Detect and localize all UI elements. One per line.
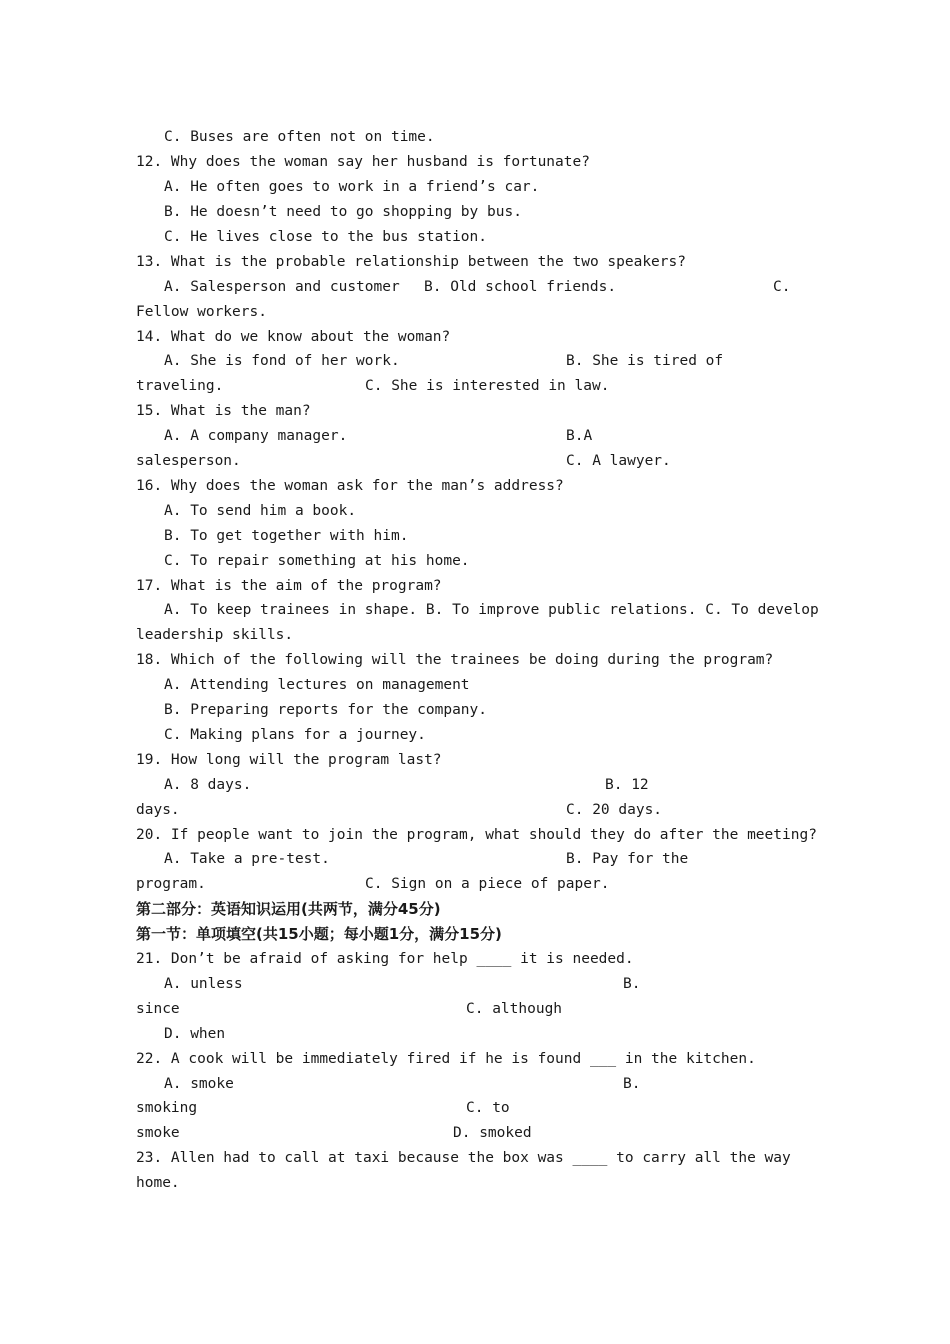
- q22-wrap-line-1: [0, 1096, 510, 1120]
- q14-stem-line: [0, 325, 451, 349]
- q15-wrap-line: [0, 449, 671, 473]
- q15-option-c: C. A lawyer.: [566, 453, 671, 469]
- q17-wrap-line: [0, 623, 294, 647]
- q15-stem-line: [0, 399, 311, 423]
- q14-option-b-tail: traveling.: [136, 378, 224, 394]
- q16-b-line: [0, 524, 409, 548]
- q14-stem: 14. What do we know about the woman?: [136, 329, 451, 345]
- q18-option-b: B. Preparing reports for the company.: [164, 702, 488, 718]
- q15-stem: 15. What is the man?: [136, 403, 311, 419]
- q19-stem-line: [0, 748, 442, 772]
- q14-option-c: C. She is interested in law.: [365, 378, 610, 394]
- q18-c-line: [0, 723, 426, 747]
- q23-wrap-line: [0, 1171, 180, 1195]
- q12-option-c: C. He lives close to the bus station.: [164, 229, 488, 245]
- q22-stem-line: [0, 1047, 756, 1071]
- q19-option-b-head: B. 12: [605, 777, 649, 793]
- q19-option-b-tail: days.: [136, 802, 180, 818]
- q19-option-a: A. 8 days.: [164, 777, 252, 793]
- q23-stem-line: [0, 1146, 791, 1170]
- q20-stem-line: [0, 823, 817, 847]
- q17-stem: 17. What is the aim of the program?: [136, 578, 442, 594]
- q12-stem: 12. Why does the woman say her husband is fortunate?: [136, 154, 590, 170]
- q22-option-b-tail: smoking: [136, 1100, 198, 1116]
- q12-option-b: B. He doesn’t need to go shopping by bus.: [164, 204, 522, 220]
- q17-options-line: [0, 598, 819, 622]
- q20-option-c: C. Sign on a piece of paper.: [365, 876, 610, 892]
- q20-wrap-line: [0, 872, 610, 896]
- q16-option-b: B. To get together with him.: [164, 528, 409, 544]
- q21-option-c: C. although: [466, 1001, 563, 1017]
- section-title: 第二部分：英语知识运用(共两节，满分45分): [136, 900, 441, 918]
- q14-option-b-head: B. She is tired of: [566, 353, 724, 369]
- q20-option-b-tail: program.: [136, 876, 206, 892]
- q22-wrap-line-2: [0, 1121, 532, 1145]
- q22-option-a: A. smoke: [164, 1076, 234, 1092]
- q19-options-line: [0, 773, 649, 797]
- q13-option-a: A. Salesperson and customer: [164, 279, 400, 295]
- q16-option-a: A. To send him a book.: [164, 503, 357, 519]
- q18-a-line: [0, 673, 470, 697]
- q18-option-a: A. Attending lectures on management: [164, 677, 470, 693]
- q14-wrap-line: [0, 374, 610, 398]
- q13-wrap-line: [0, 300, 267, 324]
- subsection-heading-line: [0, 922, 502, 946]
- q22-option-b-head: B.: [623, 1076, 641, 1092]
- q13-stem: 13. What is the probable relationship between the two speakers?: [136, 254, 686, 270]
- q14-option-a: A. She is fond of her work.: [164, 353, 400, 369]
- q18-stem-line: [0, 648, 774, 672]
- q18-option-c: C. Making plans for a journey.: [164, 727, 426, 743]
- q15-option-b-head: B.A: [566, 428, 593, 444]
- q14-options-line: [0, 349, 724, 373]
- subsection-title: 第一节：单项填空(共15小题；每小题1分，满分15分): [136, 925, 502, 943]
- q12-c-line: [0, 225, 488, 249]
- q12-option-a: A. He often goes to work in a friend’s car.: [164, 179, 540, 195]
- q20-option-b-head: B. Pay for the: [566, 851, 689, 867]
- q21-option-b-head: B.: [623, 976, 641, 992]
- q19-stem: 19. How long will the program last?: [136, 752, 442, 768]
- q23-stem-tail: home.: [136, 1175, 180, 1191]
- q13-option-c-head: C.: [773, 279, 791, 295]
- q16-c-line: [0, 549, 470, 573]
- q21-stem-line: [0, 947, 634, 971]
- q22-option-c-head: C. to: [466, 1100, 510, 1116]
- q19-wrap-line: [0, 798, 663, 822]
- q13-stem-line: [0, 250, 686, 274]
- q13-option-b: B. Old school friends.: [424, 279, 617, 295]
- q22-options-line: [0, 1072, 641, 1096]
- q21-option-b-tail: since: [136, 1001, 180, 1017]
- q17-options: A. To keep trainees in shape. B. To improve public relations. C. To develop: [164, 602, 819, 618]
- q21-options-line: [0, 972, 641, 996]
- q12-b-line: [0, 200, 522, 224]
- q11-option-c: C. Buses are often not on time.: [164, 129, 435, 145]
- q17-stem-line: [0, 574, 442, 598]
- q20-stem: 20. If people want to join the program, what should they do after the meeting?: [136, 827, 817, 843]
- q15-option-b-tail: salesperson.: [136, 453, 241, 469]
- q20-options-line: [0, 847, 689, 871]
- q21-option-a: A. unless: [164, 976, 243, 992]
- q21-stem: 21. Don’t be afraid of asking for help ____ it is needed.: [136, 951, 634, 967]
- q20-option-a: A. Take a pre-test.: [164, 851, 330, 867]
- q16-stem: 16. Why does the woman ask for the man’s address?: [136, 478, 564, 494]
- q21-d-line: [0, 1022, 226, 1046]
- q15-option-a: A. A company manager.: [164, 428, 348, 444]
- q15-options-line: [0, 424, 593, 448]
- section-heading-line: [0, 897, 441, 921]
- q16-option-c: C. To repair something at his home.: [164, 553, 470, 569]
- q21-wrap-line: [0, 997, 563, 1021]
- q13-option-c-tail: Fellow workers.: [136, 304, 267, 320]
- q11-line: [0, 125, 435, 149]
- q16-stem-line: [0, 474, 564, 498]
- q22-stem: 22. A cook will be immediately fired if he is found ___ in the kitchen.: [136, 1051, 756, 1067]
- q21-option-d: D. when: [164, 1026, 226, 1042]
- q12-a-line: [0, 175, 540, 199]
- q22-option-d: D. smoked: [453, 1125, 532, 1141]
- q12-stem-line: [0, 150, 590, 174]
- q13-options-line: [0, 275, 791, 299]
- q18-b-line: [0, 698, 488, 722]
- q17-options-tail: leadership skills.: [136, 627, 294, 643]
- q18-stem: 18. Which of the following will the trainees be doing during the program?: [136, 652, 774, 668]
- q22-option-c-tail: smoke: [136, 1125, 180, 1141]
- q23-stem: 23. Allen had to call at taxi because the box was ____ to carry all the way: [136, 1150, 791, 1166]
- q19-option-c: C. 20 days.: [566, 802, 663, 818]
- q16-a-line: [0, 499, 357, 523]
